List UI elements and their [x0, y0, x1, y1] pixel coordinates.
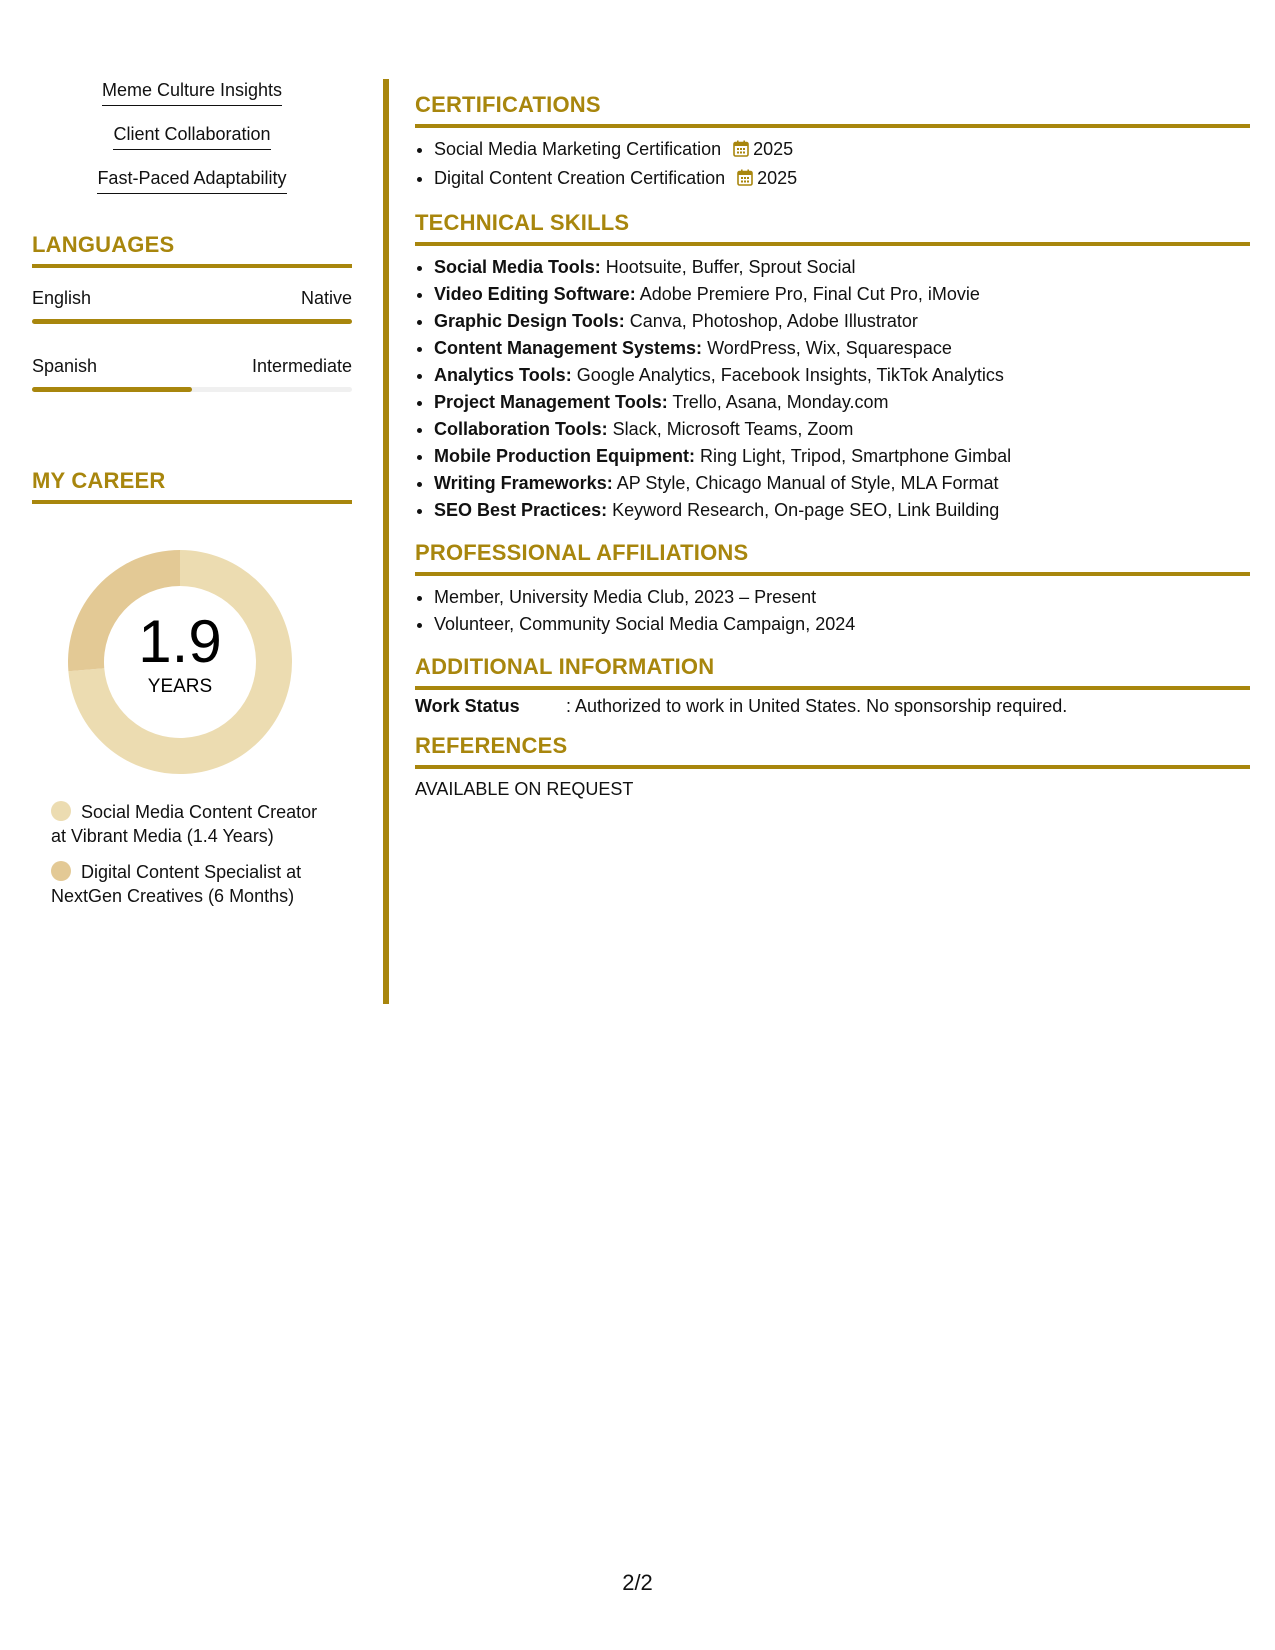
languages-title: LANGUAGES — [32, 232, 352, 268]
skill-value: Hootsuite, Buffer, Sprout Social — [605, 257, 856, 277]
skill-label: Graphic Design Tools: — [434, 311, 625, 331]
certification-item — [434, 165, 1250, 194]
certification-name: Digital Content Creation Certification — [434, 168, 726, 188]
column-divider — [383, 79, 389, 1004]
skill-label: Video Editing Software: — [434, 284, 636, 304]
language-bar-fill — [32, 319, 352, 324]
language-item — [32, 288, 352, 324]
affiliation-item: • Member, University Media Club, 2023 – Present — [434, 584, 1250, 611]
career-donut-chart — [32, 542, 352, 782]
skill-value: Slack, Microsoft Teams, Zoom — [612, 419, 854, 439]
skill-value: AP Style, Chicago Manual of Style, MLA Format — [616, 473, 999, 493]
skill-label: Writing Frameworks: — [434, 473, 613, 493]
additional-info-section — [415, 654, 1250, 717]
skill-tag-label: Meme Culture Insights — [102, 80, 282, 106]
legend-dot — [51, 861, 71, 881]
technical-skill-item — [434, 470, 1250, 497]
skill-label: Social Media Tools: — [434, 257, 601, 277]
career-item-label: Digital Content Specialist at NextGen Creatives (6 Months) — [51, 862, 302, 906]
technical-skill-item — [434, 416, 1250, 443]
technical-skills-list — [415, 254, 1250, 524]
references-title: REFERENCES — [415, 733, 1250, 769]
skill-value: Ring Light, Tripod, Smartphone Gimbal — [700, 446, 1012, 466]
skill-tag — [32, 80, 352, 106]
skill-label: Project Management Tools: — [434, 392, 668, 412]
technical-skill-item — [434, 335, 1250, 362]
skill-value: Google Analytics, Facebook Insights, TikTok Analytics — [576, 365, 1004, 385]
career-legend-item — [51, 860, 331, 908]
certifications-list — [415, 136, 1250, 194]
legend-dot — [51, 801, 71, 821]
language-level: Intermediate — [251, 356, 352, 376]
career-legend — [32, 800, 331, 908]
language-name: Spanish — [32, 356, 98, 376]
career-unit: YEARS — [147, 676, 213, 697]
calendar-icon — [737, 167, 753, 194]
language-bar — [32, 387, 352, 392]
language-level: Native — [300, 288, 352, 308]
certification-year: 2025 — [757, 168, 798, 188]
skill-tag-label: Fast-Paced Adaptability — [97, 168, 286, 194]
technical-skill-item — [434, 281, 1250, 308]
certification-year: 2025 — [753, 139, 794, 159]
language-item — [32, 356, 352, 392]
affiliations-title: PROFESSIONAL AFFILIATIONS — [415, 540, 1250, 576]
affiliations-list — [415, 584, 1250, 638]
certifications-title: CERTIFICATIONS — [415, 92, 1250, 128]
skill-value: Keyword Research, On-page SEO, Link Building — [612, 500, 1000, 520]
skill-tag — [32, 124, 352, 150]
skill-value: Adobe Premiere Pro, Final Cut Pro, iMovie — [639, 284, 980, 304]
career-section — [32, 468, 352, 908]
career-item-label: Social Media Content Creator at Vibrant Media (1.4 Years) — [51, 802, 318, 846]
skill-label: Analytics Tools: — [434, 365, 572, 385]
skill-value: Trello, Asana, Monday.com — [672, 392, 889, 412]
technical-skills-section — [415, 210, 1250, 524]
skill-value: WordPress, Wix, Squarespace — [707, 338, 952, 358]
language-bar-fill — [32, 387, 192, 392]
language-bar — [32, 319, 352, 324]
languages-section — [32, 232, 352, 392]
skill-tag-label: Client Collaboration — [113, 124, 270, 150]
skill-value: Canva, Photoshop, Adobe Illustrator — [629, 311, 918, 331]
references-value: AVAILABLE ON REQUEST — [415, 779, 634, 799]
technical-skills-title: TECHNICAL SKILLS — [415, 210, 1250, 246]
language-name: English — [32, 288, 92, 308]
affiliations-section — [415, 540, 1250, 638]
skill-label: Collaboration Tools: — [434, 419, 608, 439]
certifications-section — [415, 92, 1250, 194]
technical-skill-item — [434, 443, 1250, 470]
left-column — [32, 80, 352, 920]
career-total: 1.9 — [138, 608, 222, 675]
work-status-row — [415, 696, 1250, 717]
affiliation-item: • Volunteer, Community Social Media Campaign, 2024 — [434, 611, 1250, 638]
technical-skill-item — [434, 362, 1250, 389]
skill-label: Content Management Systems: — [434, 338, 703, 358]
skill-tag — [32, 168, 352, 194]
certification-name: Social Media Marketing Certification — [434, 139, 722, 159]
work-status-label: Work Status — [415, 696, 520, 716]
right-column — [415, 92, 1250, 816]
references-section — [415, 733, 1250, 800]
career-legend-item — [51, 800, 331, 848]
career-title: MY CAREER — [32, 468, 352, 504]
certification-item — [434, 136, 1250, 165]
technical-skill-item — [434, 308, 1250, 335]
technical-skill-item — [434, 497, 1250, 524]
skill-label: SEO Best Practices: — [434, 500, 608, 520]
additional-info-title: ADDITIONAL INFORMATION — [415, 654, 1250, 690]
technical-skill-item — [434, 389, 1250, 416]
calendar-icon — [733, 138, 749, 165]
technical-skill-item — [434, 254, 1250, 281]
skill-label: Mobile Production Equipment: — [434, 446, 695, 466]
page-number: 2/2 — [622, 1570, 653, 1595]
work-status-value: : Authorized to work in United States. No sponsorship required. — [566, 696, 1068, 716]
skill-tags — [32, 80, 352, 194]
career-donut — [32, 542, 352, 782]
